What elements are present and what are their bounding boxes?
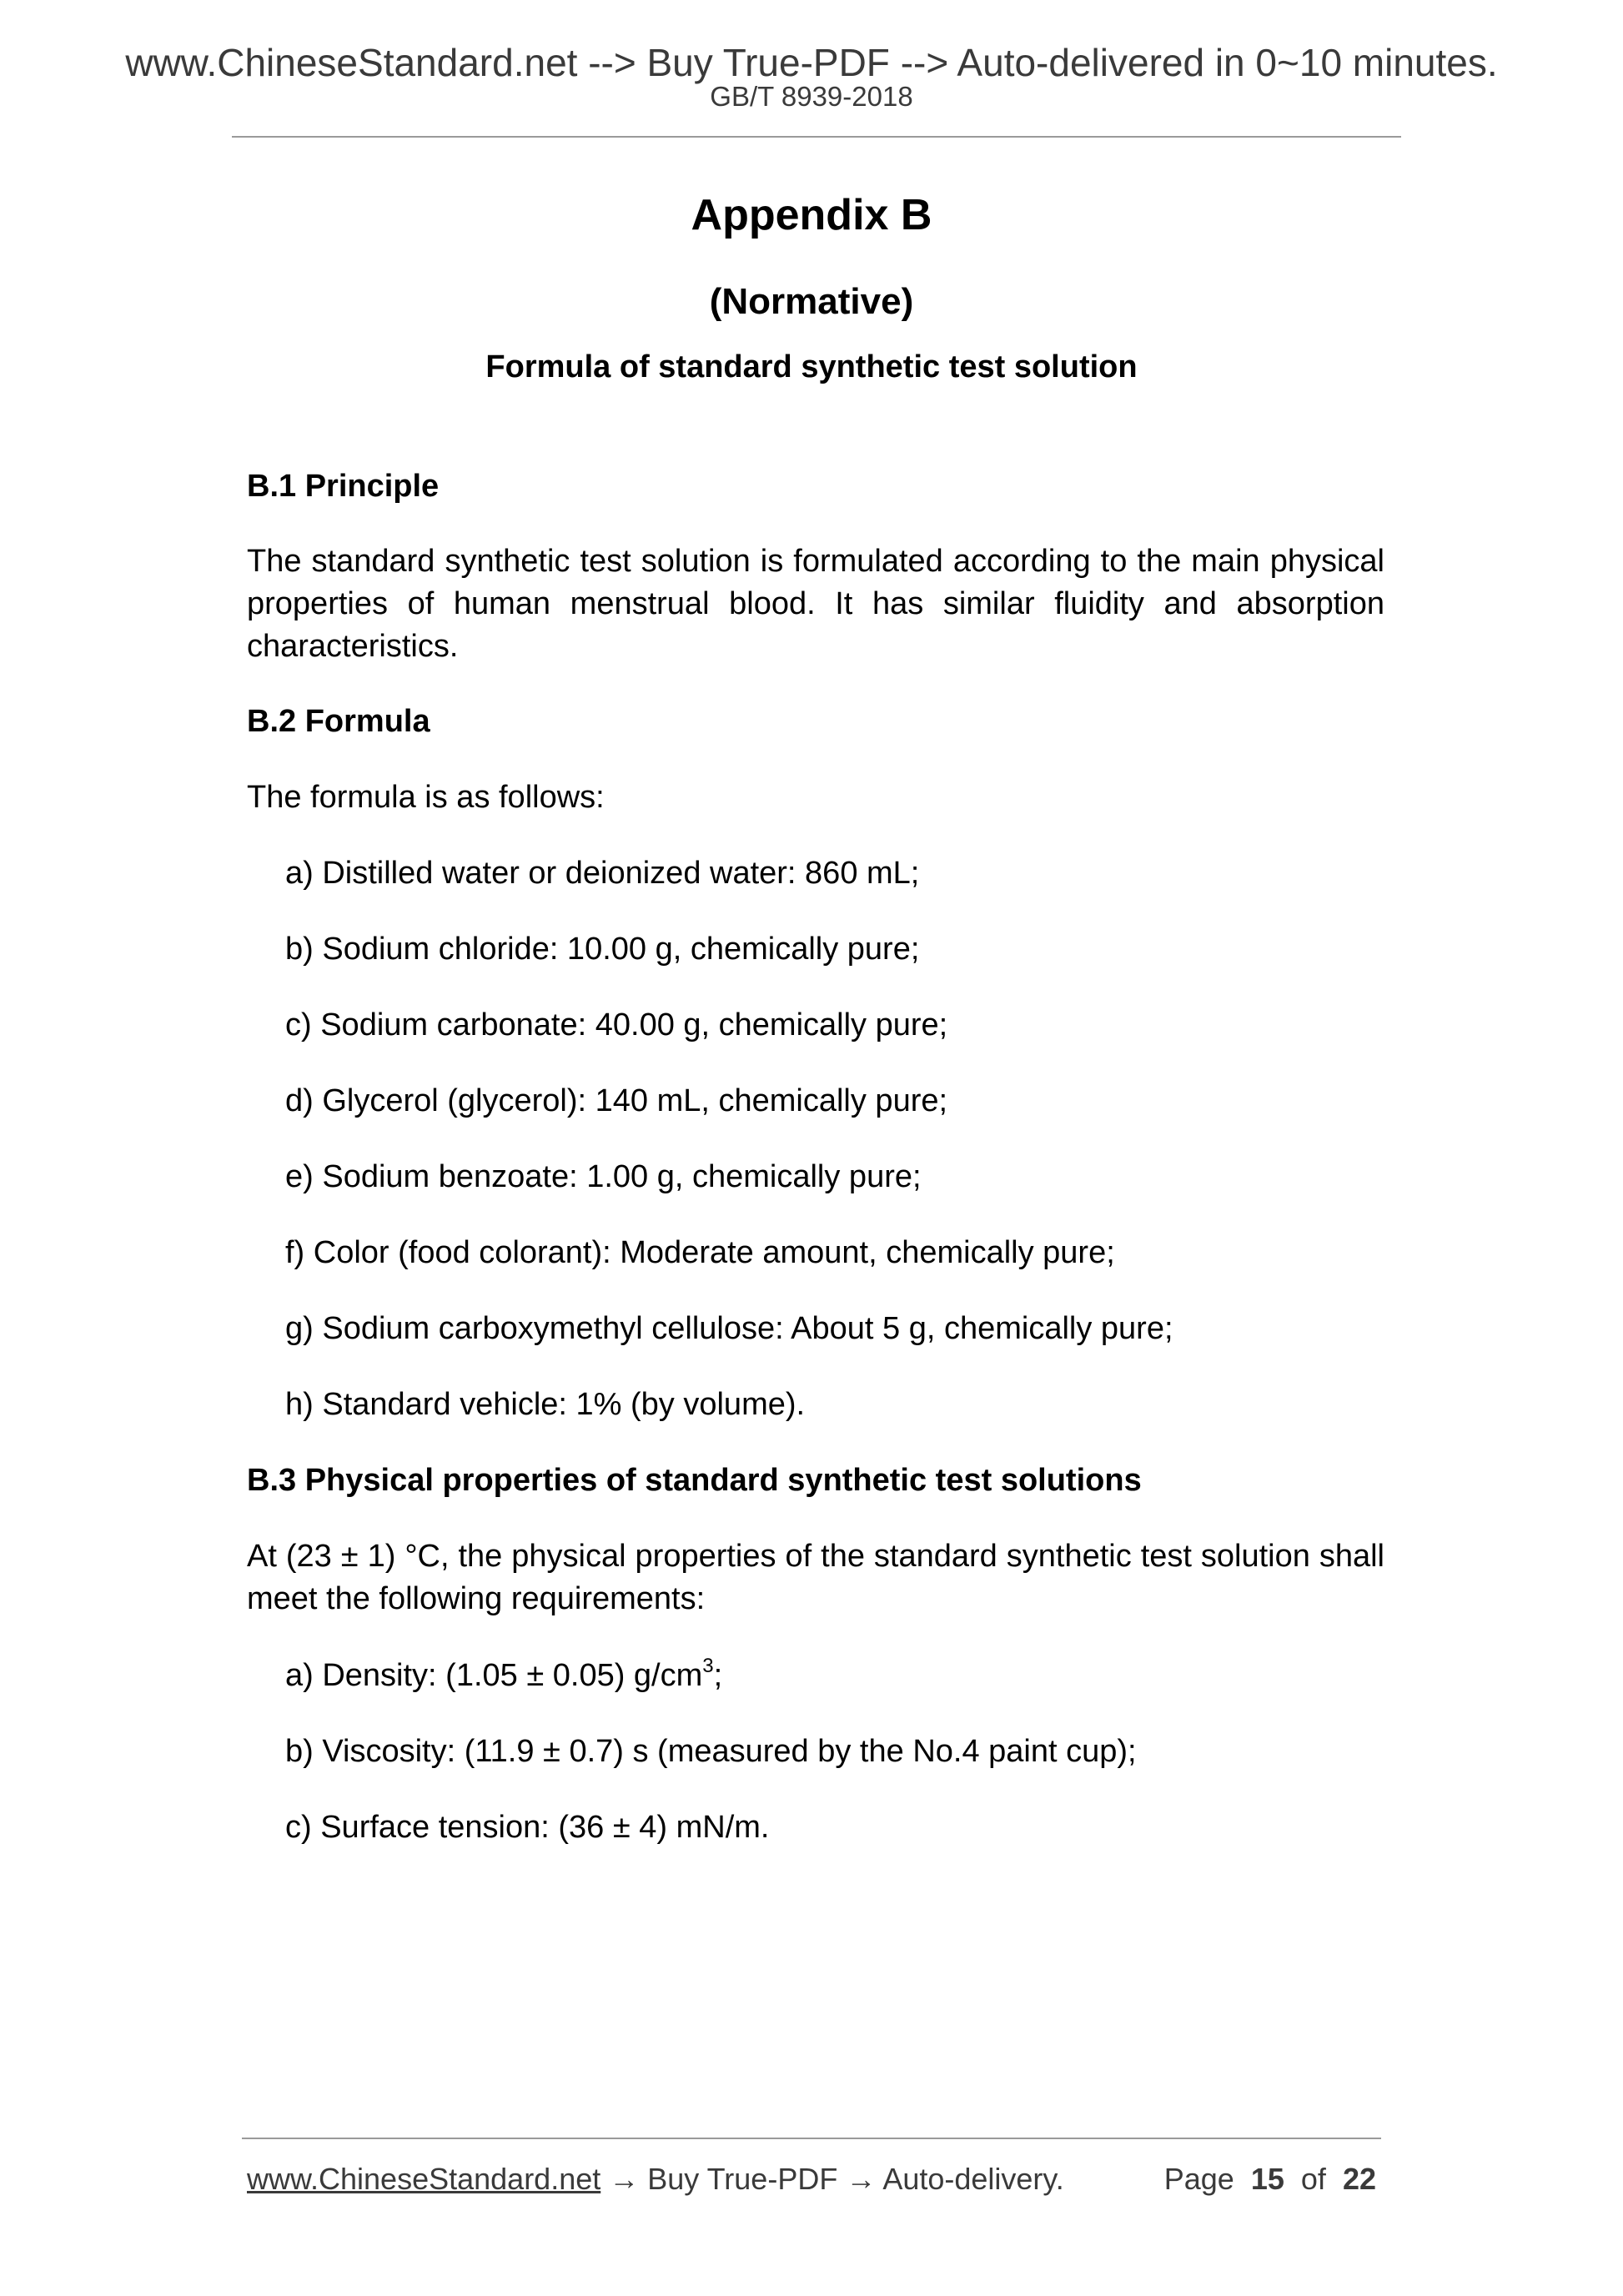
section-b1-text: The standard synthetic test solution is formulated according to the main physical properties of human menstrual blood. It has similar fluidity and absorption characteristics. xyxy=(247,544,1384,664)
formula-item-a: a) Distilled water or deionized water: 860 mL; xyxy=(285,856,920,891)
page-label: Page xyxy=(1163,2162,1234,2196)
density-exponent: 3 xyxy=(702,1655,714,1678)
header-divider xyxy=(232,136,1401,138)
document-code: GB/T 8939-2018 xyxy=(710,81,913,112)
section-b3-intro: At (23 ± 1) °C, the physical properties of the standard synthetic test solution shall meet the following requirements: xyxy=(247,1539,1384,1616)
formula-item-h: h) Standard vehicle: 1% (by volume). xyxy=(285,1387,806,1422)
appendix-description: Formula of standard synthetic test solution xyxy=(485,349,1138,384)
formula-item-f: f) Color (food colorant): Moderate amount, chemically pure; xyxy=(285,1235,1115,1270)
of-label: of xyxy=(1300,2162,1326,2196)
page-total: 22 xyxy=(1342,2162,1376,2196)
formula-item-d: d) Glycerol (glycerol): 140 mL, chemically pure; xyxy=(285,1083,948,1118)
section-b1-heading: B.1 Principle xyxy=(247,469,440,504)
property-viscosity: b) Viscosity: (11.9 ± 0.7) s (measured by the No.4 paint cup); xyxy=(285,1734,1137,1769)
density-suffix: ; xyxy=(713,1658,723,1693)
appendix-subtitle: (Normative) xyxy=(709,281,914,322)
formula-item-c: c) Sodium carbonate: 40.00 g, chemically pure; xyxy=(285,1007,948,1042)
page-indicator xyxy=(1164,2161,1376,2198)
footer-promo-text: → Buy True-PDF → Auto-delivery. xyxy=(600,2162,1064,2196)
section-b3-heading: B.3 Physical properties of standard synthetic test solutions xyxy=(247,1463,1142,1498)
top-banner[interactable]: www.ChineseStandard.net --> Buy True-PDF --> Auto-delivered in 0~10 minutes. xyxy=(125,41,1498,84)
section-b2-heading: B.2 Formula xyxy=(247,704,430,739)
appendix-title: Appendix B xyxy=(691,191,932,239)
footer-divider xyxy=(242,2138,1381,2139)
formula-item-g: g) Sodium carboxymethyl cellulose: About 5 g, chemically pure; xyxy=(285,1311,1173,1346)
page-number: 15 xyxy=(1250,2162,1284,2196)
property-surface-tension: c) Surface tension: (36 ± 4) mN/m. xyxy=(285,1810,770,1845)
section-b2-intro: The formula is as follows: xyxy=(247,780,605,815)
footer-promo xyxy=(247,2161,1064,2198)
property-density xyxy=(285,1655,1386,1697)
formula-item-b: b) Sodium chloride: 10.00 g, chemically pure; xyxy=(285,932,920,967)
footer-site-link[interactable]: www.ChineseStandard.net xyxy=(247,2162,601,2196)
formula-item-e: e) Sodium benzoate: 1.00 g, chemically pure; xyxy=(285,1159,922,1194)
density-text: a) Density: (1.05 ± 0.05) g/cm xyxy=(285,1658,703,1693)
